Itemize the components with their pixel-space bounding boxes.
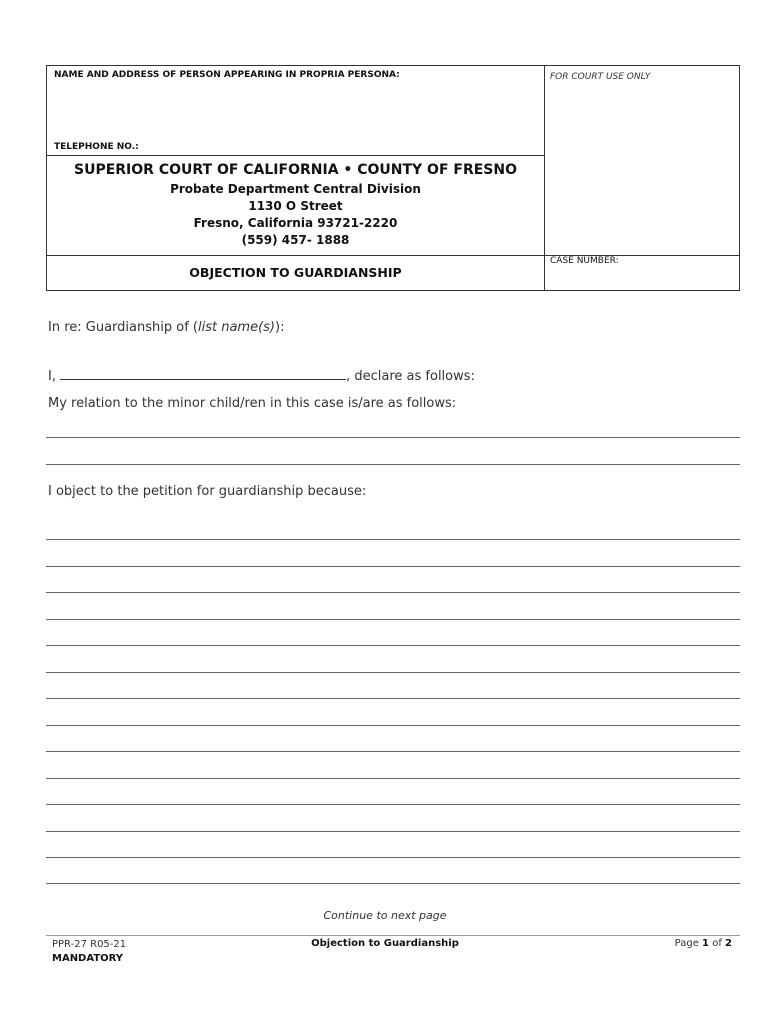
objection-line[interactable] <box>46 751 740 752</box>
objection-line[interactable] <box>46 619 740 620</box>
objection-line[interactable] <box>46 725 740 726</box>
page-total: 2 <box>725 938 732 949</box>
telephone-label: TELEPHONE NO.: <box>54 142 139 152</box>
objection-line[interactable] <box>46 592 740 593</box>
header-vertical-divider <box>544 66 545 290</box>
court-name: SUPERIOR COURT OF CALIFORNIA • COUNTY OF FRESNO <box>74 162 517 178</box>
relation-line-1[interactable] <box>46 437 740 438</box>
relation-text: My relation to the minor child/ren in this case is/are as follows: <box>48 396 457 411</box>
header-divider-1 <box>47 155 544 156</box>
name-address-label: NAME AND ADDRESS OF PERSON APPEARING IN PROPRIA PERSONA: <box>54 70 400 80</box>
objection-line[interactable] <box>46 672 740 673</box>
objection-line[interactable] <box>46 804 740 805</box>
page-of: of <box>712 938 722 949</box>
form-header-box <box>46 65 740 291</box>
footer-divider <box>46 935 740 936</box>
objection-text: I object to the petition for guardianship because: <box>48 484 367 499</box>
court-phone: (559) 457- 1888 <box>241 233 350 247</box>
page-number: 1 <box>702 938 710 949</box>
declarant-line <box>48 367 475 384</box>
court-use-label: FOR COURT USE ONLY <box>550 72 651 82</box>
objection-line[interactable] <box>46 698 740 699</box>
page-prefix: Page <box>674 938 699 949</box>
header-divider-2 <box>47 255 739 256</box>
objection-line[interactable] <box>46 645 740 646</box>
objection-line[interactable] <box>46 778 740 779</box>
court-street: 1130 O Street <box>248 199 343 213</box>
in-re-prefix: In re: Guardianship of ( <box>48 320 198 335</box>
relation-line-2[interactable] <box>46 464 740 465</box>
declarant-suffix: , declare as follows: <box>346 369 475 384</box>
objection-line[interactable] <box>46 857 740 858</box>
in-re-italic: list name(s) <box>197 320 275 335</box>
objection-line[interactable] <box>46 566 740 567</box>
court-city: Fresno, California 93721-2220 <box>193 216 398 230</box>
in-re-suffix: ): <box>275 320 285 335</box>
objection-line[interactable] <box>46 831 740 832</box>
mandatory-label: MANDATORY <box>52 953 124 964</box>
declarant-name-field[interactable] <box>60 367 346 380</box>
form-code: PPR-27 R05-21 <box>52 939 127 950</box>
objection-line[interactable] <box>46 883 740 884</box>
in-re-line <box>48 320 284 335</box>
form-title: OBJECTION TO GUARDIANSHIP <box>189 265 402 280</box>
continue-note: Continue to next page <box>323 909 447 922</box>
declarant-prefix: I, <box>48 369 56 384</box>
objection-line[interactable] <box>46 539 740 540</box>
page-indicator <box>675 938 732 949</box>
case-number-label: CASE NUMBER: <box>550 256 619 266</box>
footer-title: Objection to Guardianship <box>311 938 459 949</box>
court-department: Probate Department Central Division <box>170 182 421 196</box>
